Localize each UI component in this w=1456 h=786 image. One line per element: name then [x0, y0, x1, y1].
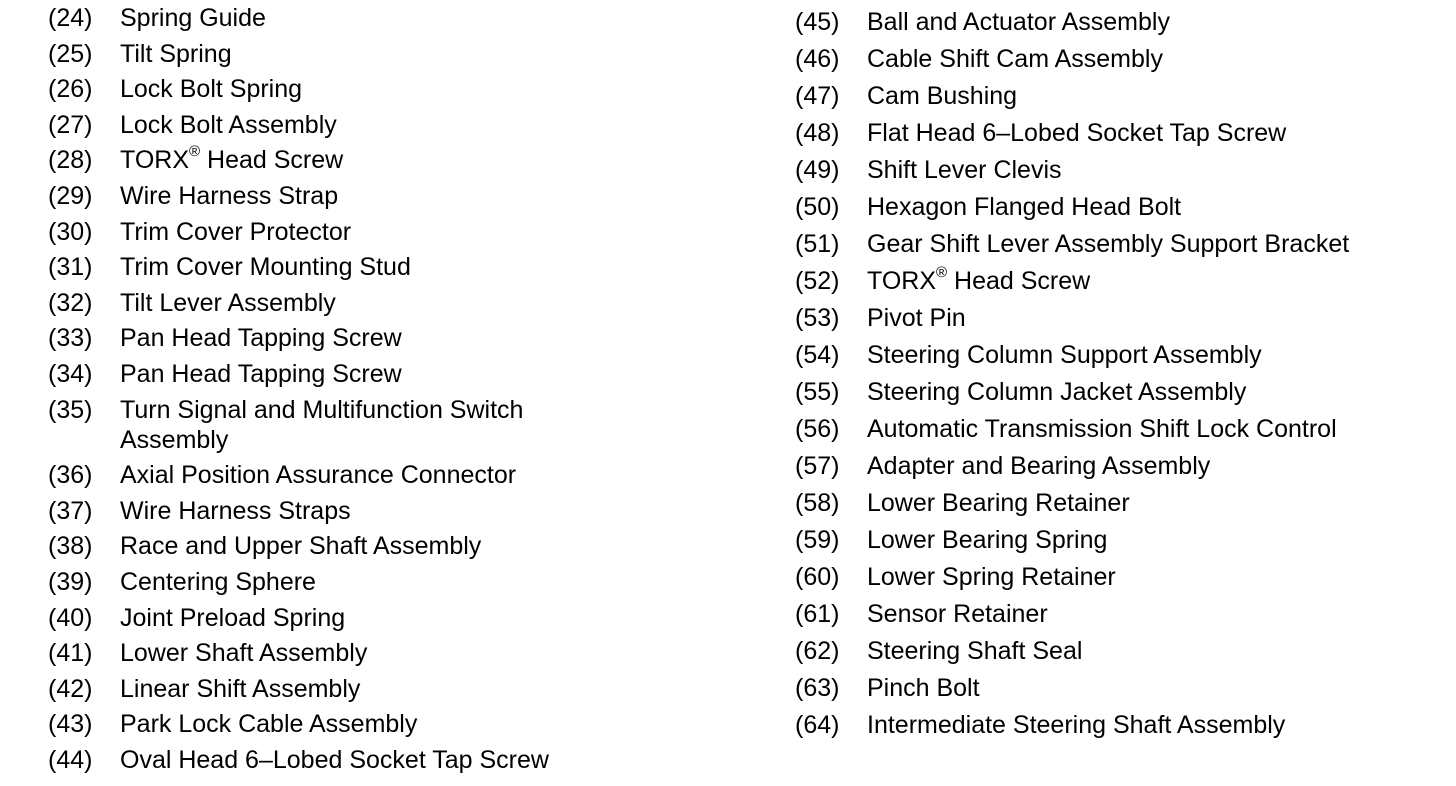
- part-label: Centering Sphere: [120, 567, 316, 596]
- part-label: Pan Head Tapping Screw: [120, 359, 402, 388]
- part-list-item: [48, 145, 748, 175]
- part-list-item: [795, 192, 1445, 222]
- part-label: Wire Harness Strap: [120, 181, 339, 210]
- part-number: (61): [795, 600, 840, 628]
- part-label: [120, 145, 343, 175]
- part-list-item: [48, 288, 748, 318]
- part-list-item: [48, 603, 748, 633]
- part-number: (50): [795, 193, 840, 221]
- part-label: Gear Shift Lever Assembly Support Bracket: [867, 230, 1350, 258]
- part-list-item: [795, 263, 1445, 296]
- part-number: (59): [795, 526, 840, 554]
- part-label: Flat Head 6–Lobed Socket Tap Screw: [867, 119, 1287, 147]
- part-number: (37): [48, 496, 93, 525]
- part-list-item: [795, 303, 1445, 333]
- part-number: (45): [795, 8, 840, 36]
- part-list-item: [48, 709, 748, 739]
- part-number: (48): [795, 119, 840, 147]
- part-list-item: [795, 488, 1445, 518]
- part-number: (51): [795, 230, 840, 258]
- part-label: Ball and Actuator Assembly: [867, 8, 1170, 36]
- part-label: Joint Preload Spring: [120, 603, 346, 632]
- part-list-item: [48, 323, 748, 353]
- registered-mark: ®: [189, 143, 201, 161]
- part-label: [867, 263, 1091, 296]
- part-label: Axial Position Assurance Connector: [120, 461, 517, 490]
- part-label: Intermediate Steering Shaft Assembly: [867, 711, 1286, 739]
- part-list-item: [48, 359, 748, 389]
- part-label: Trim Cover Protector: [120, 217, 352, 246]
- part-list-item: [795, 118, 1445, 148]
- part-label: Tilt Spring: [120, 39, 232, 68]
- part-label: Race and Upper Shaft Assembly: [120, 532, 482, 561]
- part-number: (53): [795, 304, 840, 332]
- part-list-item: [795, 710, 1445, 740]
- part-label: Park Lock Cable Assembly: [120, 710, 418, 739]
- part-number: (25): [48, 39, 93, 68]
- part-label-base: TORX: [120, 146, 189, 175]
- part-label: Turn Signal and Multifunction Switch Assembly: [120, 395, 524, 454]
- part-list-item: [795, 377, 1445, 407]
- part-label: Trim Cover Mounting Stud: [120, 253, 411, 282]
- part-number: (33): [48, 324, 93, 353]
- part-label: Pinch Bolt: [867, 674, 980, 702]
- part-label: Oval Head 6–Lobed Socket Tap Screw: [120, 745, 549, 774]
- part-number: (31): [48, 253, 93, 282]
- part-label-suffix: Head Screw: [947, 267, 1091, 295]
- part-label: Sensor Retainer: [867, 600, 1048, 628]
- part-label: Lower Shaft Assembly: [120, 639, 368, 668]
- part-number: (44): [48, 745, 93, 774]
- part-list-item: [795, 414, 1445, 444]
- part-number: (62): [795, 637, 840, 665]
- part-list-item: [48, 531, 748, 561]
- part-number: (24): [48, 4, 93, 32]
- part-list-item: [795, 525, 1445, 555]
- part-number: (55): [795, 378, 840, 406]
- part-number: (36): [48, 461, 93, 490]
- part-label: Lower Bearing Spring: [867, 526, 1108, 554]
- part-number: (35): [48, 395, 93, 424]
- part-label-suffix: Head Screw: [200, 146, 344, 175]
- part-list-item: [795, 229, 1445, 259]
- part-label: Tilt Lever Assembly: [120, 288, 336, 317]
- part-list-item: [48, 638, 748, 668]
- part-number: (46): [795, 45, 840, 73]
- parts-list-left: [48, 3, 748, 780]
- part-list-item: [795, 599, 1445, 629]
- part-number: (47): [795, 82, 840, 110]
- part-number: (54): [795, 341, 840, 369]
- part-number: (40): [48, 603, 93, 632]
- part-number: (58): [795, 489, 840, 517]
- part-number: (57): [795, 452, 840, 480]
- part-label: Pan Head Tapping Screw: [120, 324, 402, 353]
- part-number: (43): [48, 710, 93, 739]
- part-number: (38): [48, 532, 93, 561]
- part-label: Steering Shaft Seal: [867, 637, 1083, 665]
- part-number: (52): [795, 267, 840, 295]
- part-label: Wire Harness Straps: [120, 496, 351, 525]
- part-label: Lower Spring Retainer: [867, 563, 1116, 591]
- part-label: Steering Column Jacket Assembly: [867, 378, 1247, 406]
- part-label: Lower Bearing Retainer: [867, 489, 1130, 517]
- part-list-item: [48, 74, 748, 104]
- part-label: Linear Shift Assembly: [120, 674, 361, 703]
- part-number: (41): [48, 639, 93, 668]
- part-label: Hexagon Flanged Head Bolt: [867, 193, 1182, 221]
- part-number: (29): [48, 181, 93, 210]
- part-number: (27): [48, 110, 93, 139]
- registered-mark: ®: [936, 263, 948, 281]
- part-list-item: [795, 340, 1445, 370]
- part-number: (56): [795, 415, 840, 443]
- part-number: (49): [795, 156, 840, 184]
- part-list-item: [48, 496, 748, 526]
- part-list-item: [795, 7, 1445, 37]
- part-label: Pivot Pin: [867, 304, 966, 332]
- part-number: (32): [48, 288, 93, 317]
- part-list-item: [48, 110, 748, 140]
- part-list-item: [48, 252, 748, 282]
- part-list-item: [795, 673, 1445, 703]
- part-label: Automatic Transmission Shift Lock Control: [867, 415, 1337, 443]
- part-number: (34): [48, 359, 93, 388]
- part-label: Lock Bolt Spring: [120, 75, 303, 104]
- part-list-item: [48, 395, 748, 455]
- part-number: (39): [48, 567, 93, 596]
- part-number: (63): [795, 674, 840, 702]
- part-list-item: [795, 81, 1445, 111]
- part-number: (28): [48, 146, 93, 175]
- part-label: Shift Lever Clevis: [867, 156, 1062, 184]
- part-list-item: [48, 460, 748, 490]
- part-number: (42): [48, 674, 93, 703]
- part-label: Spring Guide: [120, 4, 266, 32]
- part-number: (30): [48, 217, 93, 246]
- part-label: Adapter and Bearing Assembly: [867, 452, 1211, 480]
- part-list-item: [48, 567, 748, 597]
- parts-list-right: [795, 7, 1445, 747]
- part-label-base: TORX: [867, 267, 936, 295]
- part-label: Lock Bolt Assembly: [120, 110, 337, 139]
- part-list-item: [48, 674, 748, 704]
- part-list-item: [48, 745, 748, 775]
- part-list-item: [48, 39, 748, 69]
- part-list-item: [795, 562, 1445, 592]
- part-list-item: [795, 155, 1445, 185]
- part-list-item: [48, 3, 748, 33]
- part-list-item: [795, 636, 1445, 666]
- part-list-item: [795, 44, 1445, 74]
- part-list-item: [48, 181, 748, 211]
- part-number: (60): [795, 563, 840, 591]
- part-number: (64): [795, 711, 840, 739]
- part-label: Cable Shift Cam Assembly: [867, 45, 1163, 73]
- part-list-item: [48, 217, 748, 247]
- part-number: (26): [48, 75, 93, 104]
- part-label: Steering Column Support Assembly: [867, 341, 1262, 369]
- part-label: Cam Bushing: [867, 82, 1018, 110]
- part-list-item: [795, 451, 1445, 481]
